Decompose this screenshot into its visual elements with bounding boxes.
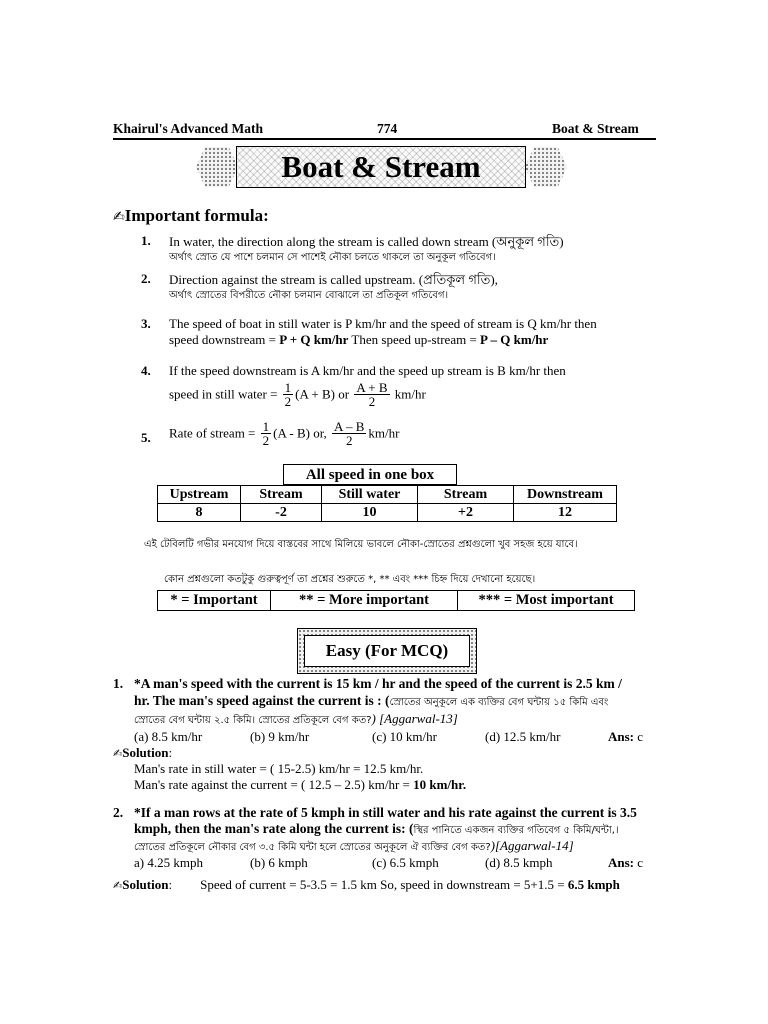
page-number: 774 [377,121,398,136]
speed-box-title: All speed in one box [283,464,457,485]
legend-more-important: ** = More important [271,591,458,611]
formula-5-text: km/hr [368,425,400,441]
formula-1-line2: অর্থাৎ স্রোত যে পাশে চলমান সে পাশেই নৌকা চলতে থাকলে তা অনুকূল গতিবেগ। [169,252,496,263]
formula-2-line1: Direction against the stream is called upstream. (প্রতিকূল গতি), [169,272,498,287]
fraction [261,420,272,447]
header-book-title: Khairul's Advanced Math [113,121,264,136]
answer [608,855,643,871]
formula-number: 4. [141,363,151,378]
fraction-numerator: A – B [334,419,365,434]
question-2-text: kmph, then the man's rate along the current is: ( [134,821,414,836]
formula-5-text: (A - B) or, [273,425,331,441]
answer [608,729,643,745]
solution-label: ✍Solution: [113,745,173,760]
fraction [332,420,366,447]
fraction-numerator: A + B [356,380,388,395]
speed-table-value-cell: 8 [158,504,241,522]
formula-number: 5. [141,430,151,445]
speed-table-value-cell: -2 [241,504,322,522]
fraction-denominator: 2 [262,433,270,448]
option-c: (c) 10 km/hr [372,729,437,744]
formula-3-text: speed downstream = [169,332,280,347]
question-1-source: ) [Aggarwal-13] [371,711,458,726]
speed-table-header-row [158,486,617,504]
legend-important: * = Important [158,591,271,611]
formula-1-line1: In water, the direction along the stream is called down stream (অনুকূল গতি) [169,234,564,249]
question-1-bengali: স্রোতের বেগ ঘন্টায় ২.৫ কিমি। স্রোতের প্রতিকূলে বেগ কত? [134,715,372,726]
formula-4-line2 [169,381,426,408]
section-heading [113,206,269,226]
speed-table-header-cell: Upstream [158,486,241,504]
solution-2-text: Speed of current = 5-3.5 = 1.5 km So, speed in downstream = 5+1.5 = [200,877,568,892]
question-2-bengali: স্রোতের প্রতিকূলে নৌকার বেগ ৩.৫ কিমি ঘন্টা হলে স্রোতের অনুকূলে ঐ ব্যক্তির বেগ কত? [134,842,491,853]
solution-1-result: 10 km/hr. [413,777,467,792]
question-1-line3 [134,711,458,730]
option-b: (b) 9 km/hr [250,729,310,744]
question-2-bengali: স্থির পানিতে একজন ব্যক্তির গতিবেগ ৫ কিমি/ঘন্টা,। [413,825,619,836]
solution-1-line2 [134,777,466,793]
option-a: a) 4.25 kmph [134,855,203,870]
question-2-source: )[Aggarwal-14] [490,838,574,853]
option-b: (b) 6 kmph [250,855,308,870]
formula-5-text: Rate of stream = [169,425,259,441]
fraction-denominator: 2 [284,394,292,409]
easy-section-banner [297,628,477,674]
banner-left-ornament [196,147,238,187]
formula-3-line1: The speed of boat in still water is P km/hr and the speed of stream is Q km/hr then [169,316,597,331]
question-1-line2 [134,693,608,712]
formula-number: 1. [141,233,151,248]
question-2-line1: *If a man rows at the rate of 5 kmph in still water and his rate against the current is 3.5 [134,805,637,820]
answer-label: Ans: [608,855,635,870]
page-title: Boat & Stream [236,146,526,188]
fraction [283,381,294,408]
option-c: (c) 6.5 kmph [372,855,439,870]
speed-table-header-cell: Still water [322,486,418,504]
fraction [354,381,389,408]
formula-2-line2: অর্থাৎ স্রোতের বিপরীতে নৌকা চলমান বোঝালে তা প্রতিকূল গতিবেগ। [169,290,449,301]
formula-4-text: (A + B) or [295,386,353,402]
easy-section-title: Easy (For MCQ) [304,635,470,667]
header-rule [113,138,656,140]
fraction-numerator: 1 [262,419,270,434]
section-heading-text: Important formula: [124,206,269,225]
speed-table-header-cell: Downstream [514,486,617,504]
speed-table-value-cell: +2 [418,504,514,522]
formula-3-upstream: P – Q km/hr [480,332,549,347]
writing-hand-icon: ✍ [113,879,123,892]
question-number: 1. [113,676,124,691]
solution-1-text: Man's rate against the current = ( 12.5 – 2.5) km/hr = [134,777,414,792]
formula-3-downstream: P + Q km/hr [279,332,349,347]
solution-label-text: Solution [122,745,169,760]
formula-3-line2 [169,332,548,348]
speed-table-header-cell: Stream [241,486,322,504]
importance-note: কোন প্রশ্নগুলো কতটুকু গুরুত্বপূর্ণ তা প্রশ্নের শুরুতে *, ** এবং *** চিহ্ন দিয়ে দেখানো হয়েছে। [164,574,536,585]
fraction-denominator: 2 [345,433,353,448]
answer-value: c [637,855,644,870]
solution-2-line: ✍Solution: Speed of current = 5-3.5 = 1.5 km So, speed in downstream = 5+1.5 = 6.5 kmph [113,877,620,892]
speed-table-header-cell: Stream [418,486,514,504]
formula-4-line1: If the speed downstream is A km/hr and the speed up stream is B km/hr then [169,363,566,378]
formula-4-text: km/hr [391,386,426,402]
formula-4-text: speed in still water = [169,386,281,402]
option-a: (a) 8.5 km/hr [134,729,203,744]
question-1-text: hr. The man's speed against the current is : ( [134,693,390,708]
legend-most-important: *** = Most important [458,591,635,611]
formula-number: 3. [141,316,151,331]
formula-3-text: Then speed up-stream = [348,332,481,347]
solution-label-text: Solution [122,877,169,892]
fraction-denominator: 2 [368,394,376,409]
solution-2-result: 6.5 kmph [567,877,620,892]
table-note: এই টেবিলটি গভীর মনযোগ দিয়ে বাস্তবের সাথে মিলিয়ে ভাবলে নৌকা-স্রোতের প্রশ্নগুলো খুব সহজ হয়ে যাবে। [144,539,578,550]
formula-number: 2. [141,271,151,286]
question-1-bengali: স্রোতের অনুকূলে এক ব্যক্তির বেগ ঘন্টায় ১৫ কিমি এবং [389,697,609,708]
writing-hand-icon: ✍ [113,747,123,760]
banner-right-ornament [525,147,567,187]
speed-table [157,485,617,522]
formula-5-line [169,420,399,447]
solution-1-line1: Man's rate in still water = ( 15-2.5) km/hr = 12.5 km/hr. [134,761,424,776]
answer-value: c [637,729,644,744]
question-1-line1: *A man's speed with the current is 15 km / hr and the speed of the current is 2.5 km / [134,676,622,691]
answer-label: Ans: [608,729,635,744]
option-d: (d) 8.5 kmph [485,855,553,870]
speed-table-value-row [158,504,617,522]
question-number: 2. [113,805,124,820]
speed-table-value-cell: 12 [514,504,617,522]
writing-hand-icon: ✍ [113,209,125,225]
speed-table-value-cell: 10 [322,504,418,522]
fraction-numerator: 1 [284,380,292,395]
header-chapter: Boat & Stream [552,121,639,136]
importance-legend [157,590,635,611]
option-d: (d) 12.5 km/hr [485,729,561,744]
